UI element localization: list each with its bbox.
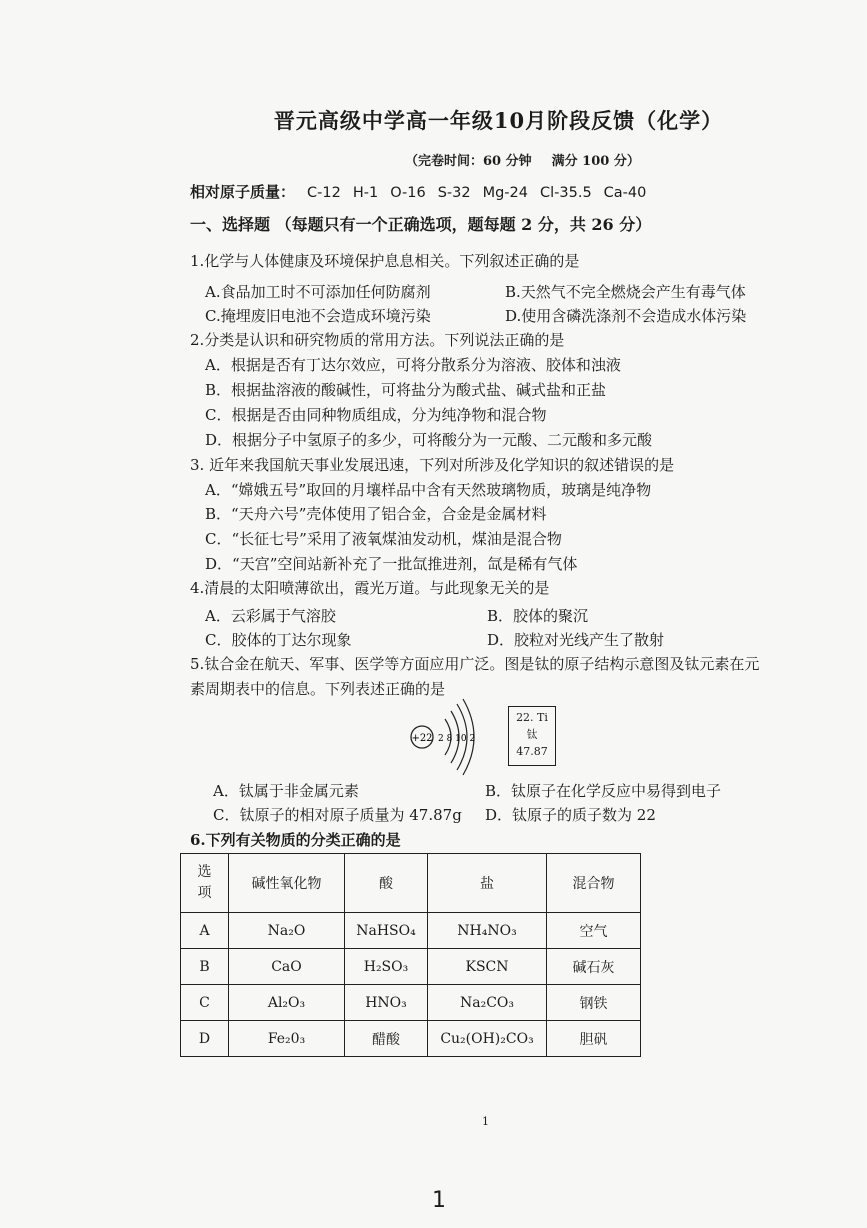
time-limit: （完卷时间：60 分钟 (405, 154, 532, 169)
atomic-masses (190, 181, 646, 202)
element-name: 钛 (526, 728, 538, 741)
table-cell: 醋酸 (345, 1021, 428, 1057)
q2-option-d: D．根据分子中氢原子的多少，可将酸分为一元酸、二元酸和多元酸 (205, 431, 653, 449)
q4-option-a: A．云彩属于气溶胶 (205, 607, 336, 625)
section-heading: 一、选择题 （每题只有一个正确选项，题每题 2 分，共 26 分） (190, 215, 652, 234)
question-5-stem-1: 5.钛合金在航天、军事、医学等方面应用广泛。图是钛的原子结构示意图及钛元素在元 (190, 655, 760, 673)
header-option: 选项 (197, 864, 212, 901)
mass-item: Mg-24 (482, 185, 528, 201)
electron-shells: 2 8 10 2 (438, 734, 476, 744)
table-cell: Cu₂(OH)₂CO₃ (428, 1021, 547, 1057)
table-cell: 胆矾 (547, 1021, 641, 1057)
header-cell (181, 854, 229, 913)
element-number-symbol: 22. Ti (516, 711, 548, 724)
page-number-small: 1 (482, 1115, 489, 1128)
question-6-stem: 6.下列有关物质的分类正确的是 (190, 831, 401, 849)
table-row (181, 985, 641, 1021)
q5-option-b: B．钛原子在化学反应中易得到电子 (485, 782, 722, 800)
q5-option-d: D．钛原子的质子数为 22 (485, 806, 656, 824)
classification-table (180, 853, 641, 1057)
q5-option-a: A．钛属于非金属元素 (213, 782, 359, 800)
table-cell: NH₄NO₃ (428, 913, 547, 949)
question-4-stem: 4.清晨的太阳喷薄欲出，霞光万道。与此现象无关的是 (190, 579, 550, 597)
q3-option-c: C．“长征七号”采用了液氧煤油发动机，煤油是混合物 (205, 530, 562, 548)
table-cell: HNO₃ (345, 985, 428, 1021)
element-mass: 47.87 (516, 745, 548, 758)
q3-option-d: D．“天宫”空间站新补充了一批氙推进剂，氙是稀有气体 (205, 555, 578, 573)
table-cell: Al₂O₃ (229, 985, 345, 1021)
q2-option-a: A．根据是否有丁达尔效应，可将分散系分为溶液、胶体和浊液 (205, 356, 621, 374)
page-title: 晋元高级中学高一年级10月阶段反馈（化学） (273, 108, 724, 133)
q3-option-a: A．“嫦娥五号”取回的月壤样品中含有天然玻璃物质，玻璃是纯净物 (205, 481, 652, 499)
mass-item: Cl-35.5 (540, 185, 592, 201)
table-row (181, 949, 641, 985)
nucleus-charge: +22 (411, 733, 433, 744)
atomic-masses-label: 相对原子质量： (190, 183, 296, 201)
table-cell: KSCN (428, 949, 547, 985)
header-cell: 碱性氧化物 (229, 854, 345, 913)
mass-item: S-32 (437, 185, 471, 201)
table-cell: B (181, 949, 229, 985)
table-row (181, 1021, 641, 1057)
header-cell: 盐 (428, 854, 547, 913)
mass-item: C-12 (307, 185, 341, 201)
q1-option-c: C.掩埋废旧电池不会造成环境污染 (205, 307, 431, 325)
q4-option-d: D．胶粒对光线产生了散射 (487, 631, 665, 649)
table-cell: 碱石灰 (547, 949, 641, 985)
table-cell: Na₂O (229, 913, 345, 949)
q3-option-b: B．“天舟六号”壳体使用了铝合金，合金是金属材料 (205, 505, 547, 523)
header-cell: 酸 (345, 854, 428, 913)
q4-option-c: C．胶体的丁达尔现象 (205, 631, 352, 649)
mass-item: Ca-40 (603, 185, 647, 201)
periodic-table-cell (508, 706, 556, 766)
page-number-large: 1 (432, 1188, 446, 1213)
titanium-atom-diagram (405, 697, 485, 779)
table-cell: H₂SO₃ (345, 949, 428, 985)
table-cell: Fe₂0₃ (229, 1021, 345, 1057)
q2-option-b: B．根据盐溶液的酸碱性，可将盐分为酸式盐、碱式盐和正盐 (205, 381, 607, 399)
table-cell: C (181, 985, 229, 1021)
header-cell: 混合物 (547, 854, 641, 913)
mass-item: H-1 (352, 185, 379, 201)
q1-option-a: A.食品加工时不可添加任何防腐剂 (205, 283, 431, 301)
q5-option-c: C．钛原子的相对原子质量为 47.87g (213, 806, 462, 824)
table-cell: D (181, 1021, 229, 1057)
question-3-stem: 3. 近年来我国航天事业发展迅速，下列对所涉及化学知识的叙述错误的是 (190, 456, 675, 474)
full-score: 满分 100 分） (551, 154, 640, 169)
q2-option-c: C．根据是否由同种物质组成，分为纯净物和混合物 (205, 406, 547, 424)
table-row (181, 913, 641, 949)
table-cell: A (181, 913, 229, 949)
table-cell: 钢铁 (547, 985, 641, 1021)
question-1-stem: 1.化学与人体健康及环境保护息息相关。下列叙述正确的是 (190, 252, 580, 270)
table-cell: CaO (229, 949, 345, 985)
table-cell: Na₂CO₃ (428, 985, 547, 1021)
mass-item: O-16 (390, 185, 426, 201)
table-header-row (181, 854, 641, 913)
question-2-stem: 2.分类是认识和研究物质的常用方法。下列说法正确的是 (190, 331, 565, 349)
table-cell: 空气 (547, 913, 641, 949)
q1-option-d: D.使用含磷洗涤剂不会造成水体污染 (505, 307, 747, 325)
exam-info (405, 150, 660, 169)
question-5-stem-2: 素周期表中的信息。下列表述正确的是 (190, 680, 446, 698)
table-cell: NaHSO₄ (345, 913, 428, 949)
q1-option-b: B.天然气不完全燃烧会产生有毒气体 (505, 283, 746, 301)
q4-option-b: B．胶体的聚沉 (487, 607, 589, 625)
